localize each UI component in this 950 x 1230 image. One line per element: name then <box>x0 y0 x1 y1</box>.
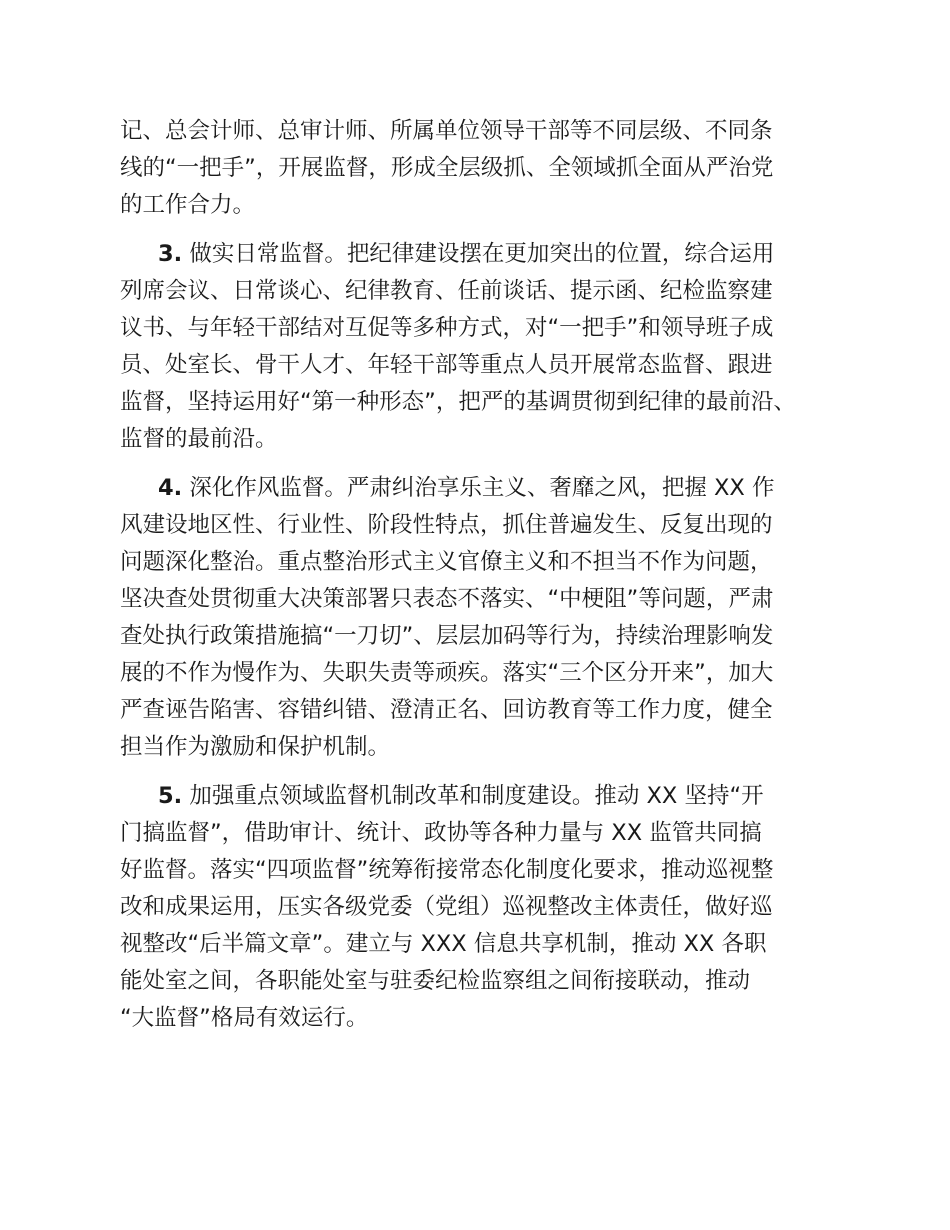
text-line: 问题深化整治。重点整治形式主义官僚主义和不担当不作为问题， <box>120 549 773 575</box>
text-line-first <box>120 470 842 507</box>
text-line: 担当作为激励和保护机制。 <box>120 734 391 760</box>
text-line: 视整改“后半篇文章”。建立与 XXX 信息共享机制，推动 XX 各职 <box>120 931 767 957</box>
paragraph-lead-text: 深化作风监督。严肃纠治享乐主义、奢靡之风，把握 XX 作 <box>182 475 775 501</box>
text-line: 好监督。落实“四项监督”统筹衔接常态化制度化要求，推动巡视整 <box>120 857 774 883</box>
text-line: 线的“一把手”，开展监督，形成全层级抓、全领域抓全面从严治党 <box>120 155 774 181</box>
text-line: 改和成果运用，压实各级党委（党组）巡视整改主体责任，做好巡 <box>120 894 773 920</box>
paragraph-lead-text: 加强重点领域监督机制改革和制度建设。推动 XX 坚持“开 <box>182 783 764 809</box>
text-line: 能处室之间，各职能处室与驻委纪检监察组之间衔接联动，推动 <box>120 968 751 994</box>
paragraph-item-5 <box>120 778 842 1037</box>
item-number: 4. <box>158 475 183 501</box>
text-line: 门搞监督”，借助审计、统计、政协等各种力量与 XX 监管共同搞 <box>120 820 762 846</box>
text-line: 列席会议、日常谈心、纪律教育、任前谈话、提示函、纪检监察建 <box>120 278 773 304</box>
item-number: 5. <box>158 783 183 809</box>
text-line: 风建设地区性、行业性、阶段性特点，抓住普遍发生、反复出现的 <box>120 512 773 538</box>
text-line: 监督的最前沿。 <box>120 426 278 452</box>
text-line: 严查诬告陷害、容错纠错、澄清正名、回访教育等工作力度，健全 <box>120 697 773 723</box>
paragraph-item-3 <box>120 236 842 458</box>
text-line: 展的不作为慢作为、失职失责等顽疾。落实“三个区分开来”，加大 <box>120 660 774 686</box>
text-line: 监督，坚持运用好“第一种形态”，把严的基调贯彻到纪律的最前沿、 <box>120 389 796 415</box>
paragraph-continued <box>120 113 842 224</box>
text-line: 员、处室长、骨干人才、年轻干部等重点人员开展常态监督、跟进 <box>120 352 773 378</box>
text-line: 坚决查处贯彻重大决策部署只表态不落实、“中梗阻”等问题，严肃 <box>120 586 774 612</box>
text-line: 查处执行政策措施搞“一刀切”、层层加码等行为，持续治理影响发 <box>120 623 774 649</box>
text-line: 记、总会计师、总审计师、所属单位领导干部等不同层级、不同条 <box>120 118 773 144</box>
text-line-first <box>120 778 842 815</box>
text-line: “大监督”格局有效运行。 <box>120 1005 369 1031</box>
item-number: 3. <box>158 241 183 267</box>
text-line: 的工作合力。 <box>120 192 256 218</box>
text-line: 议书、与年轻干部结对互促等多种方式，对“一把手”和领导班子成 <box>120 315 774 341</box>
paragraph-item-4 <box>120 470 842 766</box>
paragraph-lead-text: 做实日常监督。把纪律建设摆在更加突出的位置，综合运用 <box>182 241 775 267</box>
text-line-first <box>120 236 842 273</box>
document-body <box>120 113 842 1037</box>
